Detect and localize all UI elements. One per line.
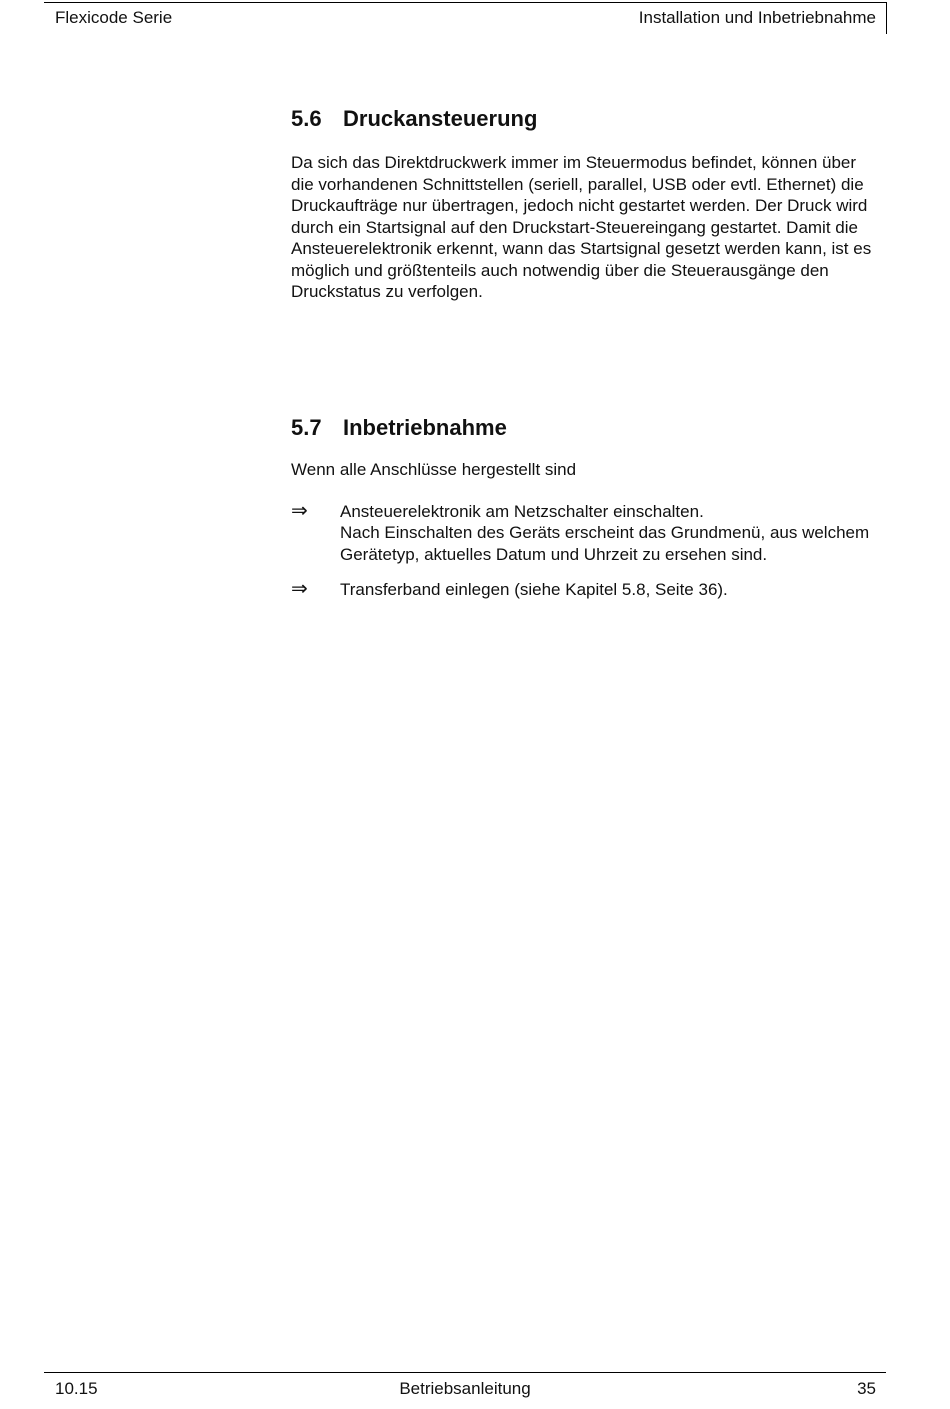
section-intro: Wenn alle Anschlüsse hergestellt sind	[291, 460, 577, 479]
footer-version: 10.15	[55, 1379, 98, 1398]
step-result: Nach Einschalten des Geräts erscheint das Grundmenü, aus welchem Gerätetyp, aktuelles Datum und Uhrzeit zu ersehen sind.	[340, 523, 870, 564]
section-5-6	[291, 106, 881, 303]
header-product-name: Flexicode Serie	[55, 8, 173, 27]
section-number: 5.7	[291, 415, 322, 440]
section-heading	[291, 415, 881, 441]
section-title: Druckansteuerung	[343, 106, 538, 131]
section-5-7	[291, 415, 881, 601]
instruction-step	[291, 579, 881, 601]
instruction-step	[291, 501, 881, 566]
step-action: Ansteuerelektronik am Netzschalter einschalten.	[340, 501, 704, 521]
step-action: Transferband einlegen (siehe Kapitel 5.8, Seite 36).	[340, 580, 728, 599]
section-number: 5.6	[291, 106, 322, 131]
section-heading	[291, 106, 881, 132]
header-chapter-title: Installation und Inbetriebnahme	[638, 8, 876, 27]
section-paragraph: Da sich das Direktdruckwerk immer im Steuermodus befindet, können über die vorhandenen Schnittstellen (seriell, parallel, USB oder evtl. Ethernet) die Druckaufträge nur übertragen, jedoch nicht gestartet werden. Der Druck wird durch ein Startsignal auf den Druckstart-Steuereingang gestartet. Damit die Ansteuerelektronik erkennt, wann das Startsignal gesetzt werden kann, ist es möglich und größtenteils auch notwendig über die Steuerausgänge den Druckstatus zu verfolgen.	[291, 153, 872, 301]
right-double-arrow-icon: ⇒	[291, 499, 308, 522]
footer-rule	[44, 1372, 886, 1373]
page-number: 35	[857, 1379, 876, 1398]
header-vertical-rule	[886, 2, 887, 34]
section-title: Inbetriebnahme	[343, 415, 507, 440]
right-double-arrow-icon: ⇒	[291, 578, 308, 600]
footer-document-title: Betriebsanleitung	[399, 1379, 531, 1398]
header-rule	[44, 2, 886, 3]
